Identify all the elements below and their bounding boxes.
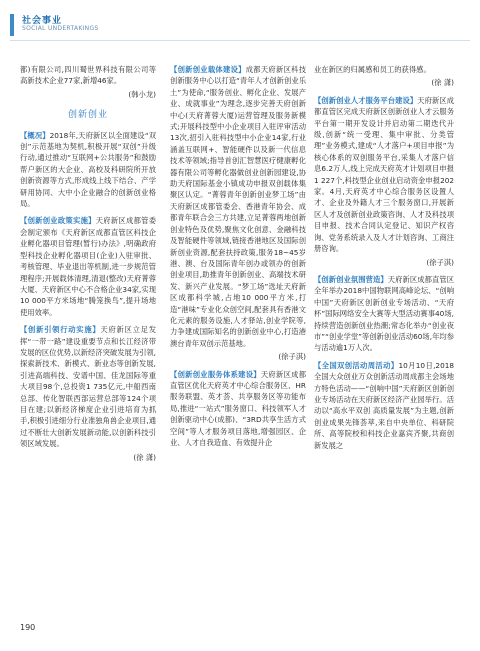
author-signature: (徐子淇)	[426, 257, 454, 267]
paragraph-text: 天府新区成都直管区完成天府新区创新创业人才云服务平台第一期开发设计并启动第二期迭代升级,创新“统一受理、集中审批、分类管理”业务模式,建成“人才落户+项目申报”为核心体系的双创服务平台,采集人才落户信息6.2万人,线上完成天府英才计划项目申报1 227个,科技型企业创业启动资金申报202家。4月,天府英才中心综合服务区设置人才、企业及外籍人才三个服务窗口,开展新区人才及创新创业政策咨询、人才及科技项目申报、技术合同认定登记、知识产权咨询、党务系统录入及人才计划咨询、工商注册咨询。	[314, 95, 455, 254]
author-signature: (韩小龙)	[128, 89, 156, 99]
paragraph-overview	[20, 130, 156, 210]
author-signature: (徐 潇)	[133, 452, 156, 462]
paragraph-service	[170, 369, 306, 449]
paragraph-talent	[314, 95, 454, 255]
paragraph-carrier	[170, 64, 306, 349]
paragraph-tag: 【概况】	[20, 130, 50, 140]
author-signature: (徐子淇)	[278, 352, 306, 362]
section-title: 创新创业	[67, 110, 108, 121]
paragraph-tag: 【创新创业氛围营造】	[314, 274, 388, 284]
page-header	[0, 0, 480, 48]
paragraph-text: 成都天府新区科技创新服务中心以打造“青年人才创新创业乐土”为使命,“服务创业、孵化企业、发展产业、成就事业”为理念,逐步完善天府创新中心(天府菁蓉大厦)运营管理及服务新模式;开展科技型中小企业项目入驻评审活动13次,招引入驻科技型中小企业14家,行业涵盖互联网+、智能硬件以及新一代信息技术等领域;指导首创汇智慧医疗健康孵化器有限公司等孵化器做创业创新园建设,协助天府国际基金小镇成功申报双创载体集聚区认定。“菁蓉青年创新创业梦工场”由天府新区成都管委会、香港青年协会、成都青年联合会三方共建,立足菁蓉两地创新创业特色及优势,聚焦文化创意、金融科技及智能硬件等领域,链接香港地区及国际创新创业资源,配套扶持政策,服务18~45岁港、澳、台及国际青年创办或领办的创新创业项目,助推青年创新创业、高端技术研发、新兴产业发展。“梦工场”选址天府新区成都科学城,占地10 000平方米,打造“港味”专业化众创空间,配套具有香港文化元素的服务设施,人才驿站,创业学院等,力争建成国际知名的创新创业中心,打造港澳台青年双创示范基地。	[170, 65, 307, 348]
paragraph-tag: 【创新引领行动实施】	[20, 325, 101, 335]
paragraph-text: 天府新区立足发挥“一带一路”建设重要节点和长江经济带发展的区位优势,以新经济突破发展为引领,探索新技术、新模式、新业态等创新发展,引进高端科技、安谱中国、佳龙国际等重大项目98个,总投资1 735亿元,中船西南总部、传化智联西部运营总部等124个项目在建;以新经济梯度企业引进培育为抓手,积极引进细分行业准独角兽企业项目,通过不断壮大创新发展新动能,以创新科技引领区域发展。	[20, 325, 157, 449]
paragraph-text: 天府新区成都直管区优化天府英才中心综合服务区、HR服务联盟、英才荟、共享服务区等功能布局,推进“一站式”服务窗口、科技领军人才创新驱动中心(成都)、“3RD共享生活方式空间”等人才服务项目落地,增强园区、企业、人才自我造血、有效提升企	[170, 369, 307, 447]
section-header-subtitle: SOCIAL UNDERTAKINGS	[22, 25, 99, 32]
paragraph-text: 天府新区成都管委会制定颁布《天府新区成都直管区科技企业孵化器项目管理(暂行)办法》,明确政府型科技企业孵化器项目(企业)入驻审批、考核管理、毕业退出等机制,进一步规范管理程序;开展载体清理,清退(整改)天府菁蓉大厦、天府新区中心不合格企业34家,实现10 000平方米场地“腾笼换鸟”,提升场地使用效率。	[20, 216, 157, 317]
page-number: 190	[20, 623, 36, 632]
paragraph-event	[314, 274, 454, 354]
continued-paragraph: 都)有限公司,四川蜀世界科技有限公司等高新技术企业77家,新增46家。	[20, 65, 156, 86]
paragraph-text: 天府新区成都直管区全年举办2018中国物联网高峰论坛、“创响中国”天府新区创新创业专场活动、“天府杯”国际网络安全大赛等大型活动赛事40场,持续营造创新创业热潮;常态化举办“创业夜市”“创业学堂”等创新创业活动60场,年均参与活动逾1万人次。	[314, 274, 455, 353]
paragraph-tag: 【全国双创活动周活动】	[314, 360, 399, 370]
paragraph-week	[314, 360, 454, 451]
header-divider	[10, 40, 470, 41]
section-header-title: 社会事业	[22, 16, 63, 26]
paragraph-policy	[20, 215, 156, 318]
continued-paragraph: 业在新区的归属感和员工的获得感。	[314, 65, 431, 74]
paragraph-tag: 【创新创业载体建设】	[170, 65, 246, 74]
header-accent-bar	[10, 14, 14, 36]
author-signature: (徐 潇)	[431, 78, 454, 88]
paragraph-tag: 【创新创业服务体系建设】	[170, 369, 261, 379]
paragraph-tag: 【创新创业人才服务平台建设】	[314, 95, 418, 105]
paragraph-text: 10月10日,2018全国大众创业万众创新活动周成都主会场地方特色活动——“创响中国”天府新区创新创业专场活动在天府新区经济产业园举行。活动以“高水平双创 高质量发展”为主题,创新创业成果先锋荟萃,来自中央单位、科研院所、高等院校和科技企业嘉宾齐聚,共商创新发展之	[314, 360, 455, 450]
column-2	[170, 64, 306, 448]
column-3	[314, 64, 454, 451]
paragraph-guide	[20, 324, 156, 449]
column-1	[20, 64, 156, 463]
paragraph-text: 2018年,天府新区以全面建设“双创”示范基地为契机,积极开展“双创”升级行动,通过推动“互联网+公共服务”和鼓励帮户新区的大企业、高校及科研院所开放创新资源等方式,形成线上线下结合、产学研用协同、大中小企业融合的创新创业格局。	[20, 130, 157, 209]
paragraph-tag: 【创新创业政策实施】	[20, 216, 96, 226]
